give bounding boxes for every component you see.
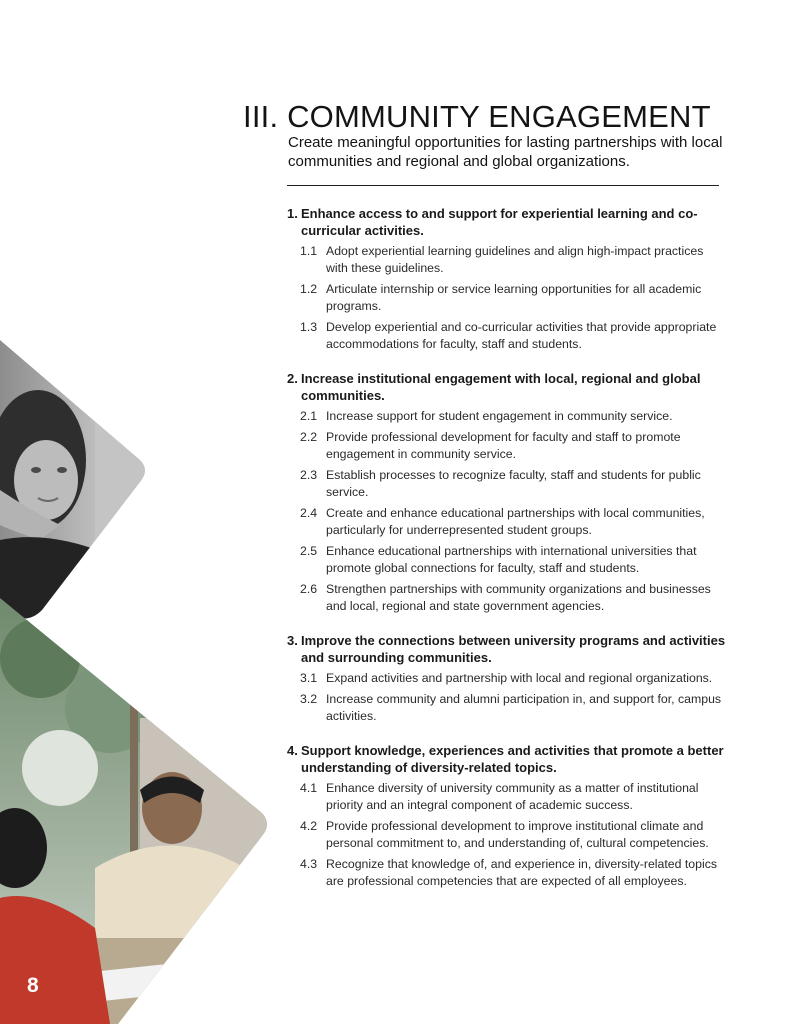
objective-text: Enhance educational partnerships with international universities that promote global connections for faculty, staff and students. [326, 544, 697, 575]
objective-item [287, 243, 727, 277]
goal-number: 4. [287, 743, 298, 758]
objective-number: 1.1 [300, 244, 318, 258]
objective-number: 1.3 [300, 320, 318, 334]
objective-text: Expand activities and partnership with local and regional organizations. [326, 671, 713, 685]
objective-text: Enhance diversity of university community as a matter of institutional priority and an integral component of academic success. [326, 781, 699, 812]
goal-4 [287, 742, 727, 890]
objective-number: 2.1 [300, 409, 318, 423]
objective-list [287, 243, 727, 353]
section-title: III. COMMUNITY ENGAGEMENT [243, 99, 711, 134]
objective-item [287, 691, 727, 725]
goal-heading [287, 742, 727, 776]
objective-item [287, 467, 727, 501]
objective-item [287, 670, 727, 687]
goal-1 [287, 205, 727, 353]
objective-text: Provide professional development for faculty and staff to promote engagement in community service. [326, 430, 681, 461]
objective-text: Establish processes to recognize faculty, staff and students for public service. [326, 468, 701, 499]
faculty-meeting-photo [0, 598, 270, 1024]
objective-list [287, 780, 727, 890]
goal-heading [287, 632, 727, 666]
objective-item [287, 319, 727, 353]
page-number: 8 [27, 974, 39, 997]
goal-title: Enhance access to and support for experiential learning and co-curricular activities. [301, 206, 698, 238]
objective-item [287, 543, 727, 577]
objective-item [287, 281, 727, 315]
objective-text: Increase community and alumni participation in, and support for, campus activities. [326, 692, 722, 723]
objective-number: 4.2 [300, 819, 318, 833]
objective-item [287, 408, 727, 425]
goal-number: 3. [287, 633, 298, 648]
objective-list [287, 408, 727, 615]
objective-number: 2.3 [300, 468, 318, 482]
objective-number: 1.2 [300, 282, 318, 296]
objective-number: 4.1 [300, 781, 318, 795]
objective-number: 2.6 [300, 582, 318, 596]
objective-number: 3.2 [300, 692, 318, 706]
goal-number: 1. [287, 206, 298, 221]
goal-3 [287, 632, 727, 725]
objective-text: Articulate internship or service learning opportunities for all academic programs. [326, 282, 702, 313]
objective-number: 4.3 [300, 857, 318, 871]
goal-title: Support knowledge, experiences and activities that promote a better understanding of diversity-related topics. [301, 743, 724, 775]
objective-text: Increase support for student engagement in community service. [326, 409, 673, 423]
objective-number: 2.4 [300, 506, 318, 520]
objective-item [287, 429, 727, 463]
goal-title: Improve the connections between university programs and activities and surrounding communities. [301, 633, 726, 665]
objective-text: Recognize that knowledge of, and experience in, diversity-related topics are professional competencies that are expected of all employees. [326, 857, 717, 888]
objective-text: Provide professional development to improve institutional climate and personal commitment to, and understanding of, cultural competencies. [326, 819, 709, 850]
title-divider [287, 185, 719, 186]
objective-text: Create and enhance educational partnerships with local communities, particularly for underrepresented student groups. [326, 506, 705, 537]
objective-item [287, 818, 727, 852]
objective-text: Develop experiential and co-curricular activities that provide appropriate accommodations for faculty, staff and students. [326, 320, 717, 351]
objective-list [287, 670, 727, 725]
goals-list [287, 205, 727, 907]
objective-item [287, 780, 727, 814]
goal-heading [287, 205, 727, 239]
objective-number: 2.2 [300, 430, 318, 444]
objective-number: 3.1 [300, 671, 318, 685]
goal-heading [287, 370, 727, 404]
goal-title: Increase institutional engagement with local, regional and global communities. [301, 371, 701, 403]
objective-number: 2.5 [300, 544, 318, 558]
objective-item [287, 581, 727, 615]
section-subtitle: Create meaningful opportunities for lasting partnerships with local communities and regional and global organizations. [288, 134, 723, 170]
student-portrait-photo [0, 340, 150, 620]
objective-text: Strengthen partnerships with community organizations and businesses and local, regional and state government agencies. [326, 582, 711, 613]
goal-number: 2. [287, 371, 298, 386]
objective-item [287, 505, 727, 539]
objective-item [287, 856, 727, 890]
objective-text: Adopt experiential learning guidelines and align high-impact practices with these guidelines. [326, 244, 704, 275]
goal-2 [287, 370, 727, 615]
